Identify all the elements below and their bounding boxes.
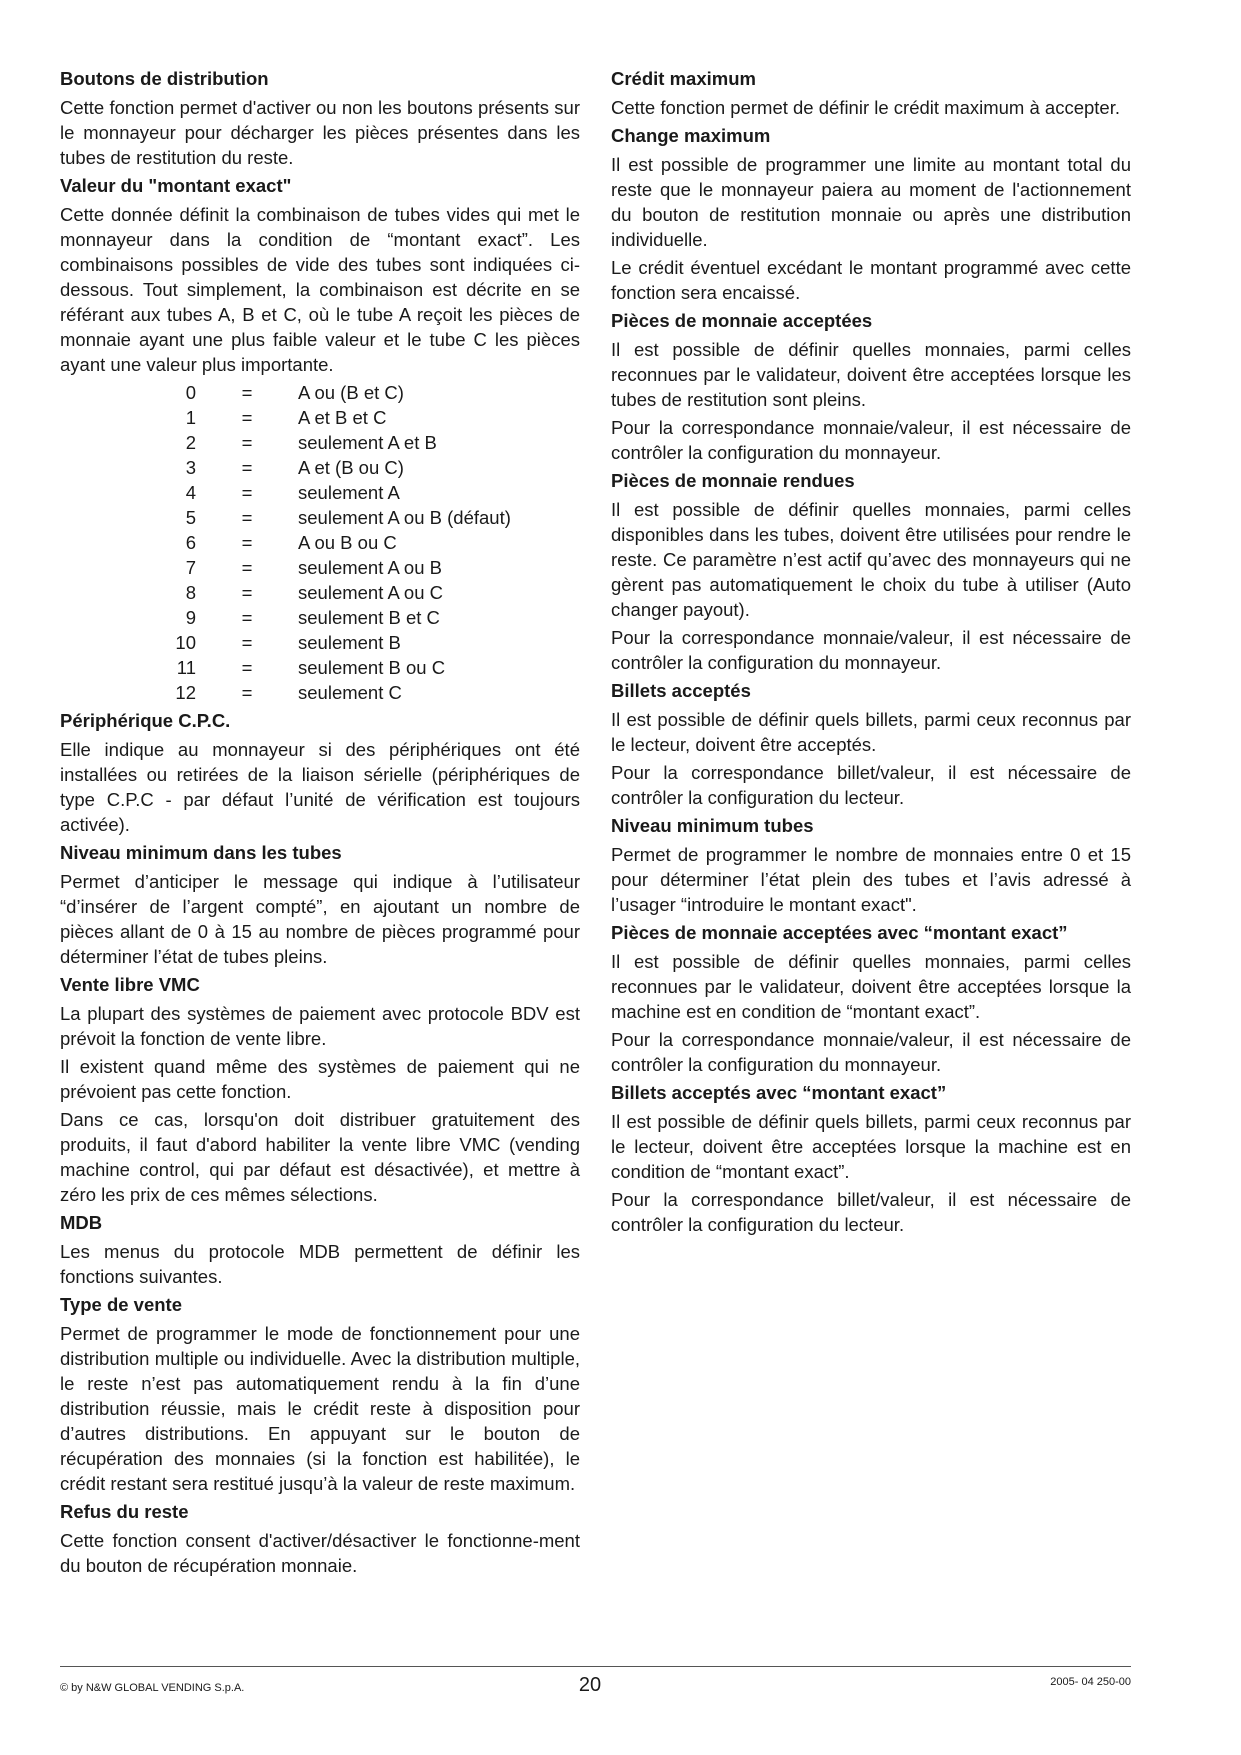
paragraph: Le crédit éventuel excédant le montant programmé avec cette fonction sera encaissé. xyxy=(611,257,1131,303)
section-vente-libre-vmc xyxy=(60,972,580,1207)
section-heading: Type de vente xyxy=(60,1294,183,1315)
table-index: 2 xyxy=(185,432,196,453)
paragraph: Il est possible de définir quelles monnaies, parmi celles reconnues par le validateur, doivent être acceptées lorsque les tubes de restitution sont pleins. xyxy=(611,339,1131,410)
table-index: 7 xyxy=(185,557,196,578)
section-credit-maximum xyxy=(611,66,1131,120)
paragraph: Cette fonction permet d'activer ou non les boutons présents sur le monnayeur pour décharger les pièces présentes dans les tubes de restitution du reste. xyxy=(60,97,580,168)
footer-divider xyxy=(60,1666,1131,1667)
table-row xyxy=(60,430,580,455)
table-row xyxy=(60,580,580,605)
section-heading: Pièces de monnaie acceptées xyxy=(611,310,873,331)
paragraph: Permet de programmer le mode de fonctionnement pour une distribution multiple ou individuelle. Avec la distribution multiple, le reste n’est pas automatiquement rendu à la fin d’une distribution réussie, mais le crédit reste à disposition pour d’autres distributions. En appuyant sur le bouton de récupération des monnaies (si la fonction est habilitée), le crédit restant sera restitué jusqu’à la valeur de reste maximum. xyxy=(60,1323,580,1494)
table-index: 3 xyxy=(185,457,196,478)
table-equals: = xyxy=(241,607,253,628)
paragraph: Pour la correspondance monnaie/valeur, il est nécessaire de contrôler la configuration du monnayeur. xyxy=(611,627,1131,673)
table-equals: = xyxy=(241,582,253,603)
table-value: A ou B ou C xyxy=(298,532,397,553)
section-heading: Billets acceptés xyxy=(611,680,751,701)
paragraph: Dans ce cas, lorsqu'on doit distribuer gratuitement des produits, il faut d'abord habiliter la vente libre VMC (vending machine control, qui par défaut est désactivée), et mettre à zéro les prix de ces mêmes sélections. xyxy=(60,1109,580,1205)
paragraph: Permet de programmer le nombre de monnaies entre 0 et 15 pour déterminer l’état plein des tubes et l’avis adressé à l’usager “introduire le montant exact". xyxy=(611,844,1131,915)
paragraph: Pour la correspondance billet/valeur, il est nécessaire de contrôler la configuration du lecteur. xyxy=(611,762,1131,808)
page-number: 20 xyxy=(578,1674,602,1696)
section-pieces-rendues xyxy=(611,468,1131,675)
table-value: seulement B et C xyxy=(298,607,440,628)
table-value: seulement A xyxy=(298,482,400,503)
paragraph: Permet d’anticiper le message qui indique à l’utilisateur “d’insérer de l’argent compté”, en ajoutant un nombre de pièces allant de 0 à 15 au nombre de pièces programmé pour déterminer l’état de tubes pleins. xyxy=(60,871,580,967)
section-heading: Pièces de monnaie rendues xyxy=(611,470,855,491)
section-heading: Niveau minimum dans les tubes xyxy=(60,842,342,863)
table-row xyxy=(60,405,580,430)
table-equals: = xyxy=(241,632,253,653)
table-value: seulement A ou C xyxy=(298,582,444,603)
combination-table xyxy=(60,380,580,705)
table-row xyxy=(60,480,580,505)
table-row xyxy=(60,655,580,680)
section-heading: Change maximum xyxy=(611,125,771,146)
section-heading: Périphérique C.P.C. xyxy=(60,710,231,731)
table-equals: = xyxy=(241,432,253,453)
paragraph: Pour la correspondance monnaie/valeur, il est nécessaire de contrôler la configuration du monnayeur. xyxy=(611,417,1131,463)
table-value: seulement B xyxy=(298,632,401,653)
paragraph: Il est possible de définir quels billets, parmi ceux reconnus par le lecteur, doivent être acceptées lorsque la machine est en condition de “montant exact”. xyxy=(611,1111,1131,1182)
table-row xyxy=(60,680,580,705)
table-index: 1 xyxy=(185,407,196,428)
table-row xyxy=(60,630,580,655)
paragraph: Il est possible de définir quels billets, parmi ceux reconnus par le lecteur, doivent être acceptés. xyxy=(611,709,1131,755)
section-billets-acceptes xyxy=(611,678,1131,810)
paragraph: Il est possible de définir quelles monnaies, parmi celles disponibles dans les tubes, doivent être utilisées pour rendre le reste. Ce paramètre n’est actif qu’avec des monnayeurs qui ne gèrent pas automatiquement le choix du tube à utiliser (Auto changer payout). xyxy=(611,499,1131,620)
table-value: seulement B ou C xyxy=(298,657,446,678)
paragraph: Pour la correspondance billet/valeur, il est nécessaire de contrôler la configuration du lecteur. xyxy=(611,1189,1131,1235)
section-mdb xyxy=(60,1210,580,1289)
section-niveau-minimum xyxy=(60,840,580,969)
section-heading: Valeur du "montant exact" xyxy=(60,175,292,196)
paragraph: La plupart des systèmes de paiement avec protocole BDV est prévoit la fonction de vente libre. xyxy=(60,1003,580,1049)
table-index: 9 xyxy=(185,607,196,628)
paragraph: Elle indique au monnayeur si des périphériques ont été installées ou retirées de la liaison sérielle (périphériques de type C.P.C - par défaut l’unité de vérification est toujours activée). xyxy=(60,739,580,835)
table-value: A ou (B et C) xyxy=(298,382,404,403)
section-niveau-minimum-tubes xyxy=(611,813,1131,917)
section-heading: Boutons de distribution xyxy=(60,68,269,89)
table-index: 6 xyxy=(185,532,196,553)
paragraph: Cette fonction permet de définir le crédit maximum à accepter. xyxy=(611,97,1120,118)
table-index: 11 xyxy=(176,657,196,678)
section-heading: Pièces de monnaie acceptées avec “montant exact” xyxy=(611,922,1068,943)
table-row xyxy=(60,380,580,405)
table-row xyxy=(60,555,580,580)
table-index: 4 xyxy=(185,482,196,503)
paragraph: Pour la correspondance monnaie/valeur, il est nécessaire de contrôler la configuration du monnayeur. xyxy=(611,1029,1131,1075)
table-equals: = xyxy=(241,382,253,403)
section-pieces-acceptees xyxy=(611,308,1131,465)
table-value: A et (B ou C) xyxy=(298,457,404,478)
table-index: 12 xyxy=(175,682,196,703)
table-row xyxy=(60,530,580,555)
paragraph: Cette donnée définit la combinaison de tubes vides qui met le monnayeur dans la condition de “montant exact”. Les combinaisons possibles de vide des tubes sont indiquées ci-dessous. Tout simplement, la combinaison est décrite en se référant aux tubes A, B et C, où le tube A reçoit les pièces de monnaie ayant une plus faible valeur et le tube C les pièces ayant une valeur plus importante. xyxy=(60,204,580,375)
section-heading: Niveau minimum tubes xyxy=(611,815,814,836)
table-equals: = xyxy=(241,557,253,578)
table-row xyxy=(60,455,580,480)
table-index: 5 xyxy=(185,507,196,528)
section-type-de-vente xyxy=(60,1292,580,1496)
paragraph: Il existent quand même des systèmes de paiement qui ne prévoient pas cette fonction. xyxy=(60,1056,580,1102)
table-equals: = xyxy=(241,532,253,553)
table-equals: = xyxy=(241,457,253,478)
left-column xyxy=(60,66,580,1581)
section-heading: Billets acceptés avec “montant exact” xyxy=(611,1082,947,1103)
table-index: 0 xyxy=(185,382,196,403)
table-index: 8 xyxy=(185,582,196,603)
table-value: seulement C xyxy=(298,682,402,703)
paragraph: Les menus du protocole MDB permettent de définir les fonctions suivantes. xyxy=(60,1241,580,1287)
section-heading: MDB xyxy=(60,1212,103,1233)
table-equals: = xyxy=(241,482,253,503)
table-row xyxy=(60,505,580,530)
section-boutons-distribution xyxy=(60,66,580,170)
section-change-maximum xyxy=(611,123,1131,305)
document-code: 2005- 04 250-00 xyxy=(1050,1676,1131,1688)
section-pieces-montant-exact xyxy=(611,920,1131,1077)
section-heading: Crédit maximum xyxy=(611,68,756,89)
table-equals: = xyxy=(241,657,253,678)
section-billets-montant-exact xyxy=(611,1080,1131,1237)
paragraph: Il est possible de définir quelles monnaies, parmi celles reconnues par le validateur, doivent être acceptées lorsque la machine est en condition de “montant exact”. xyxy=(611,951,1131,1022)
paragraph: Cette fonction consent d'activer/désactiver le fonctionne-ment du bouton de récupération monnaie. xyxy=(60,1530,580,1576)
table-value: seulement A et B xyxy=(298,432,437,453)
paragraph: Il est possible de programmer une limite au montant total du reste que le monnayeur paiera au moment de l'actionnement du bouton de restitution monnaie ou après une distribution individuelle. xyxy=(611,154,1131,250)
section-valeur-montant-exact xyxy=(60,173,580,377)
table-row xyxy=(60,605,580,630)
section-peripherique-cpc xyxy=(60,708,580,837)
table-equals: = xyxy=(241,682,253,703)
table-value: seulement A ou B (défaut) xyxy=(298,507,511,528)
section-heading: Vente libre VMC xyxy=(60,974,200,995)
table-value: A et B et C xyxy=(298,407,387,428)
table-index: 10 xyxy=(175,632,196,653)
section-refus-du-reste xyxy=(60,1499,580,1578)
section-heading: Refus du reste xyxy=(60,1501,189,1522)
footer-copyright: © by N&W GLOBAL VENDING S.p.A. xyxy=(60,1682,245,1694)
table-value: seulement A ou B xyxy=(298,557,442,578)
table-equals: = xyxy=(241,507,253,528)
right-column xyxy=(611,66,1131,1240)
table-equals: = xyxy=(241,407,253,428)
